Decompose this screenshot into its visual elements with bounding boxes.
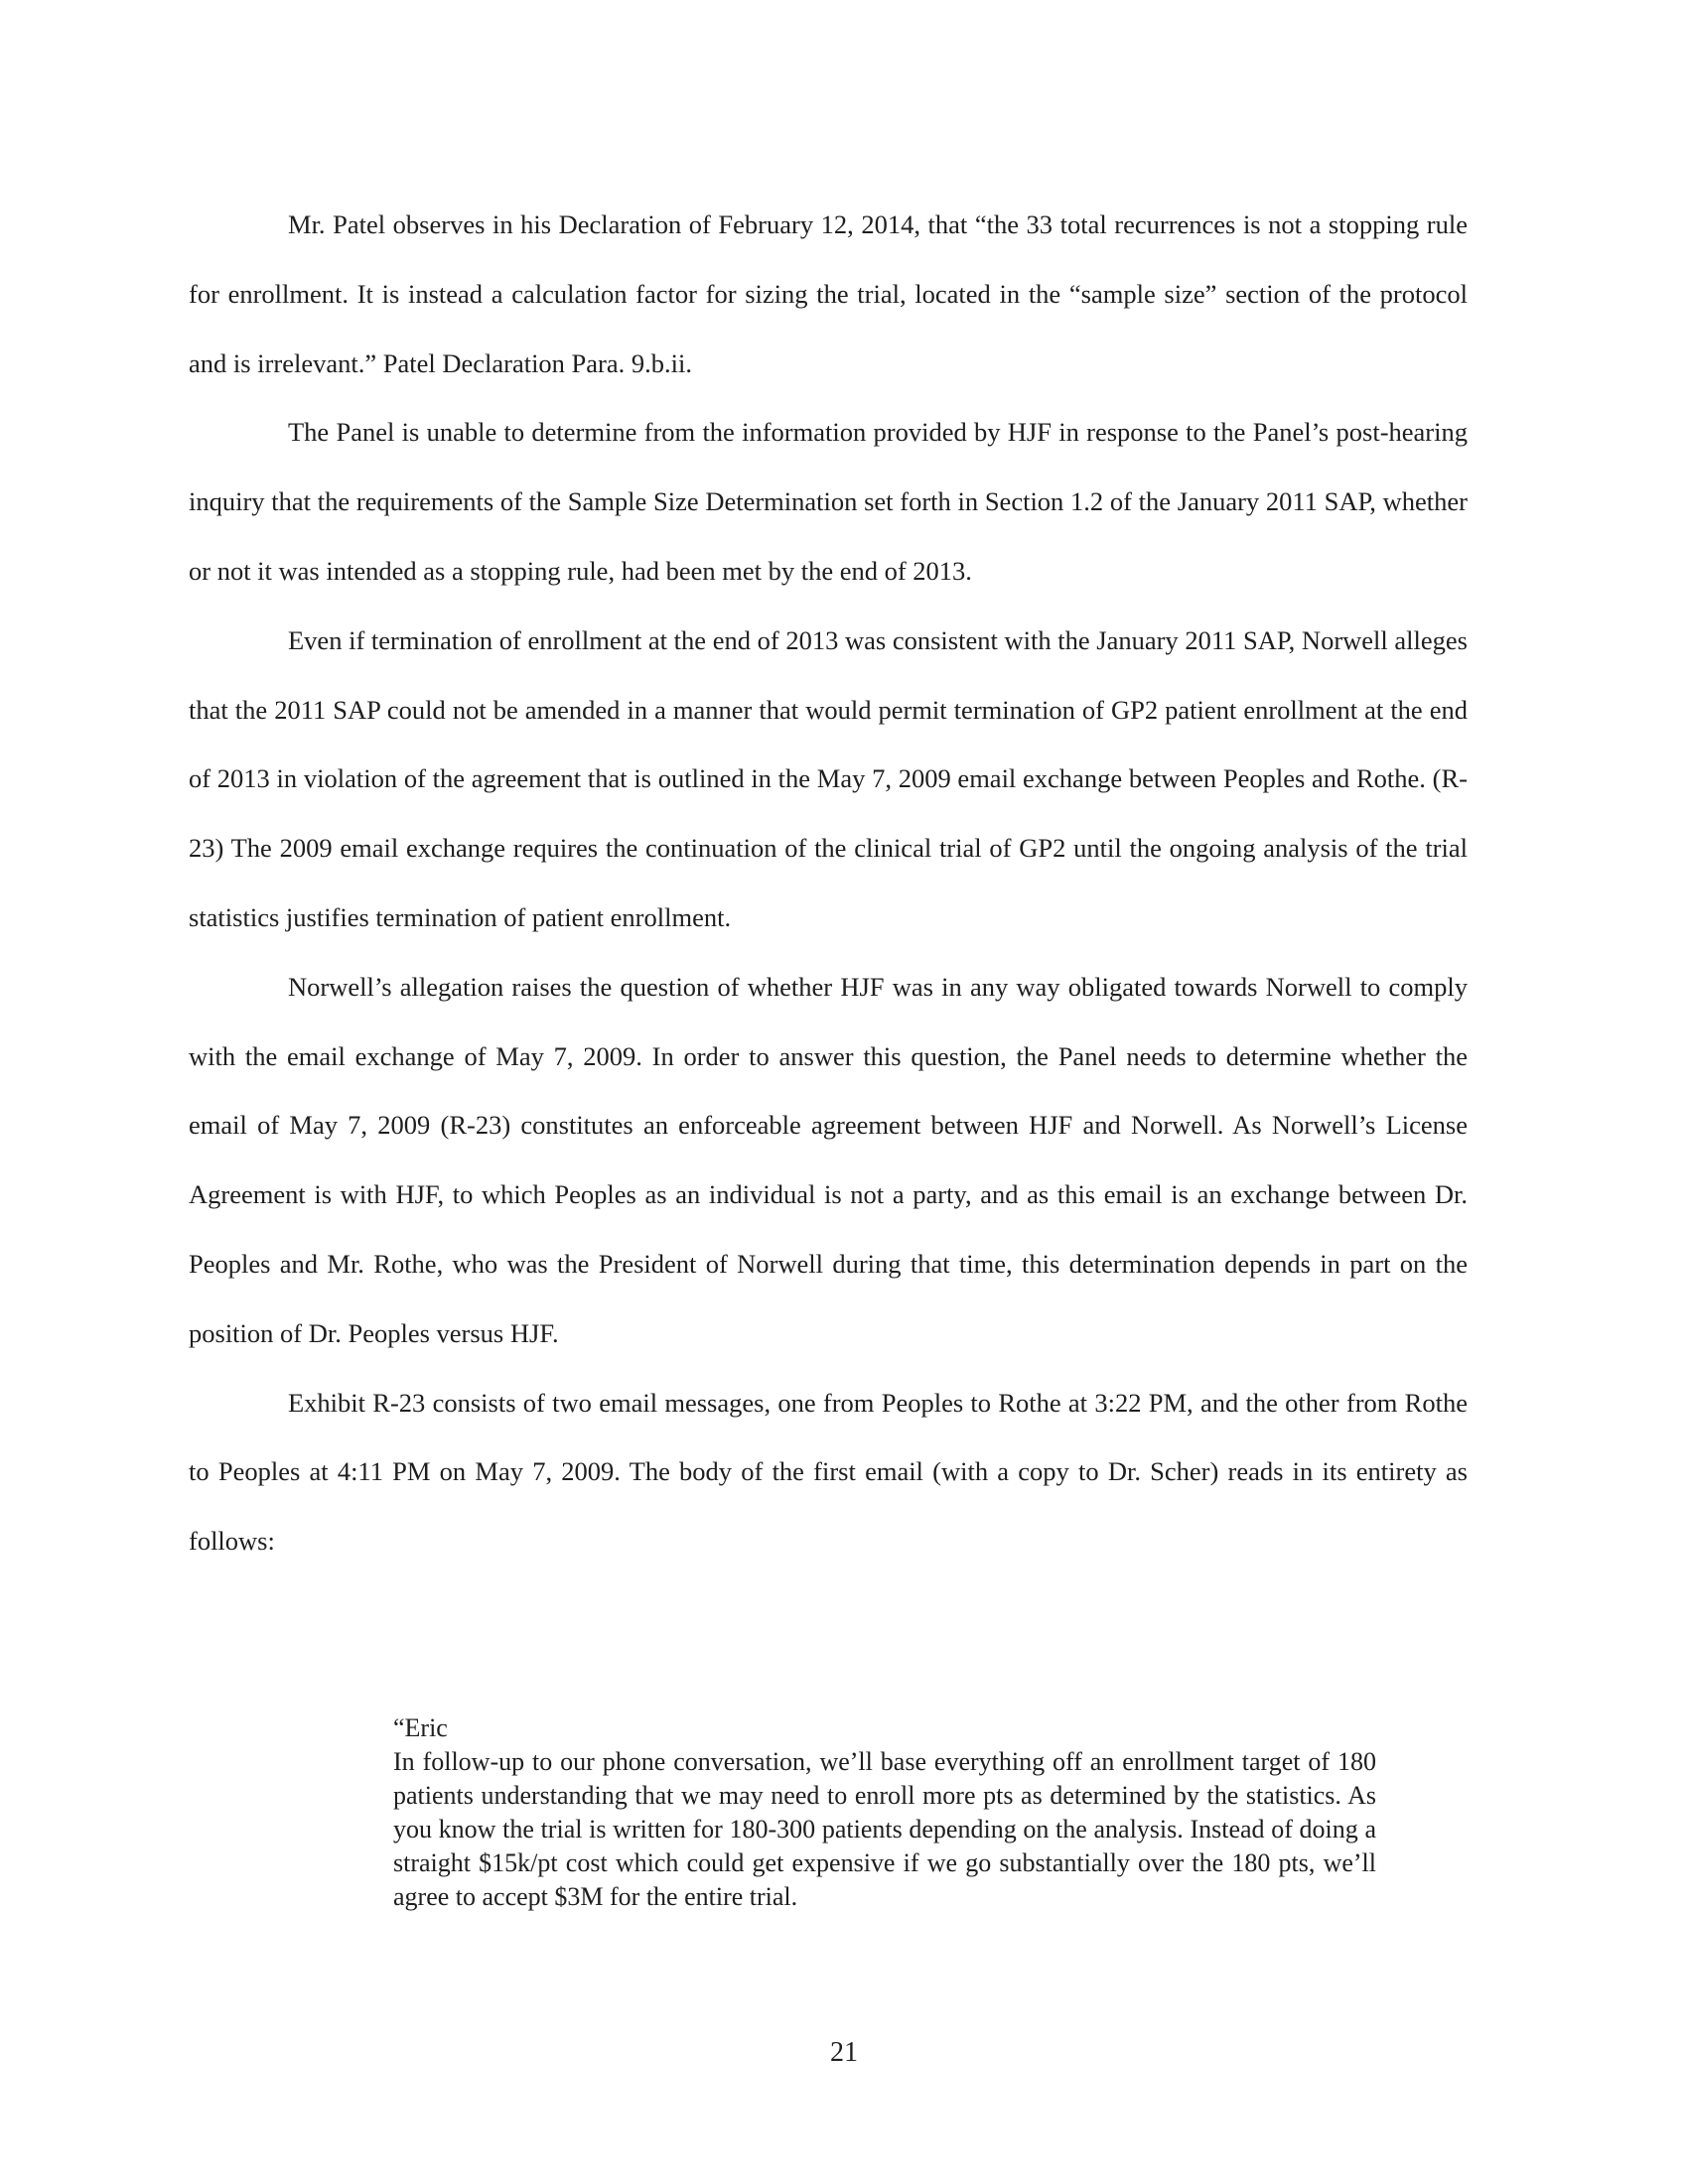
- email-quote-block: [393, 1711, 1376, 1914]
- paragraph-exhibit-r23: Exhibit R-23 consists of two email messages, one from Peoples to Rothe at 3:22 PM, and the other from Rothe to Peoples at 4:11 PM on May 7, 2009. The body of the first email (with a copy to Dr. Scher) reads in its entirety as follows:: [189, 1387, 1468, 1557]
- body-text: [189, 191, 1468, 1576]
- paragraph-termination-enrollment: Even if termination of enrollment at the end of 2013 was consistent with the January 2011 SAP, Norwell alleges that the 2011 SAP could not be amended in a manner that would permit termination of GP2 patient enrollment at the end of 2013 in violation of the agreement that is outlined in the May 7, 2009 email exchange between Peoples and Rothe. (R-23) The 2009 email exchange requires the continuation of the clinical trial of GP2 until the ongoing analysis of the trial statistics justifies termination of patient enrollment.: [189, 624, 1468, 932]
- page-number: 21: [830, 2037, 858, 2068]
- paragraph-patel-declaration: Mr. Patel observes in his Declaration of February 12, 2014, that “the 33 total recurrences is not a stopping rule for enrollment. It is instead a calculation factor for sizing the trial, located in the “sample size” section of the protocol and is irrelevant.” Patel Declaration Para. 9.b.ii.: [189, 209, 1468, 378]
- paragraph-panel-unable: The Panel is unable to determine from the information provided by HJF in response to the Panel’s post-hearing inquiry that the requirements of the Sample Size Determination set forth in Section 1.2 of the January 2011 SAP, whether or not it was intended as a stopping rule, had been met by the end of 2013.: [189, 417, 1468, 586]
- email-greeting: “Eric: [393, 1713, 448, 1742]
- email-body: In follow-up to our phone conversation, we’ll base everything off an enrollment target of 180 patients understanding that we may need to enroll more pts as determined by the statistics. As you know the trial is written for 180-300 patients depending on the analysis. Instead of doing a straight $15k/pt cost which could get expensive if we go substantially over the 180 pts, we’ll agree to accept $3M for the entire trial.: [393, 1747, 1376, 1911]
- paragraph-norwell-allegation: Norwell’s allegation raises the question of whether HJF was in any way obligated towards Norwell to comply with the email exchange of May 7, 2009. In order to answer this question, the Panel needs to determine whether the email of May 7, 2009 (R-23) constitutes an enforceable agreement between HJF and Norwell. As Norwell’s License Agreement is with HJF, to which Peoples as an individual is not a party, and as this email is an exchange between Dr. Peoples and Mr. Rothe, who was the President of Norwell during that time, this determination depends in part on the position of Dr. Peoples versus HJF.: [189, 971, 1468, 1348]
